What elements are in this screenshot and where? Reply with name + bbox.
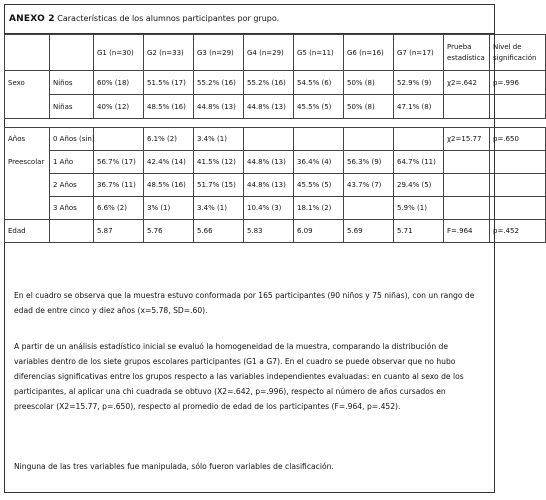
table-cell: 29.4% (5) — [394, 174, 444, 197]
annex-label: ANEXO 2 — [9, 14, 55, 24]
table-cell — [490, 151, 546, 174]
table-cell: 48.5% (16) — [144, 174, 194, 197]
table-cell: 50% (8) — [344, 71, 394, 95]
table-spacer — [5, 119, 546, 128]
table-row — [5, 71, 546, 95]
header-cell: G2 (n=33) — [144, 35, 194, 71]
summary-paragraph — [14, 288, 484, 318]
header-cell: Prueba estadística — [444, 35, 490, 71]
table-cell: 60% (18) — [94, 71, 144, 95]
table-cell: 51.7% (15) — [194, 174, 244, 197]
table-cell: 5.69 — [344, 220, 394, 243]
table-row — [5, 128, 546, 151]
table-cell: 3 Años — [50, 197, 94, 220]
table-cell: 36.7% (11) — [94, 174, 144, 197]
table-cell — [394, 128, 444, 151]
table-cell — [490, 197, 546, 220]
table-cell: 45.5% (5) — [294, 95, 344, 119]
table-cell: 5.83 — [244, 220, 294, 243]
table-cell — [344, 197, 394, 220]
table-cell: 42.4% (14) — [144, 151, 194, 174]
table-cell: 43.7% (7) — [344, 174, 394, 197]
table-cell: 5.71 — [394, 220, 444, 243]
paragraph-text: Ninguna de las tres variables fue manipulada, sólo fueron variables de clasificación. — [14, 462, 334, 471]
table-cell: p=.650 — [490, 128, 546, 151]
header-cell: G3 (n=29) — [194, 35, 244, 71]
header-cell — [5, 35, 50, 71]
table-cell: 45.5% (5) — [294, 174, 344, 197]
header-cell — [50, 35, 94, 71]
table-cell: 6.1% (2) — [144, 128, 194, 151]
table-cell: 40% (12) — [94, 95, 144, 119]
table-cell: 36.4% (4) — [294, 151, 344, 174]
table-cell: 44.8% (13) — [244, 174, 294, 197]
group-sublabel-preescolar: Preescolar — [5, 151, 50, 174]
conclusion-paragraph — [14, 459, 484, 474]
table-cell: F=.964 — [444, 220, 490, 243]
group-label-edad: Edad — [5, 220, 50, 243]
table-cell: 56.3% (9) — [344, 151, 394, 174]
table-cell: χ2=15.77 — [444, 128, 490, 151]
table-cell: 3% (1) — [144, 197, 194, 220]
table-cell: χ2=.642 — [444, 71, 490, 95]
table-cell: 51.5% (17) — [144, 71, 194, 95]
table-header-row — [5, 35, 546, 71]
table-row — [5, 197, 546, 220]
table-cell — [490, 174, 546, 197]
table-cell — [5, 197, 50, 220]
table-cell — [490, 95, 546, 119]
table-row — [5, 220, 546, 243]
annex-caption: Características de los alumnos participantes por grupo. — [57, 14, 280, 23]
table-row — [5, 174, 546, 197]
table-row — [5, 151, 546, 174]
paragraph-text: En el cuadro se observa que la muestra estuvo conformada por 165 participantes (90 niños y 75 niñas), con un rango de edad de entre cinco y diez años (x=5.78, SD=.60). — [14, 291, 475, 315]
table-cell: 55.2% (16) — [244, 71, 294, 95]
table-cell: 64.7% (11) — [394, 151, 444, 174]
table-cell: 1 Año — [50, 151, 94, 174]
table-cell: 44.8% (13) — [244, 95, 294, 119]
table-cell: 44.8% (13) — [194, 95, 244, 119]
table-cell: 50% (8) — [344, 95, 394, 119]
table-cell — [244, 128, 294, 151]
table-cell: 3.4% (1) — [194, 128, 244, 151]
analysis-paragraph — [14, 339, 484, 414]
header-cell: G5 (n=11) — [294, 35, 344, 71]
table-cell: 41.5% (12) — [194, 151, 244, 174]
table-cell: 6.6% (2) — [94, 197, 144, 220]
table-cell: 54.5% (6) — [294, 71, 344, 95]
header-cell: G1 (n=30) — [94, 35, 144, 71]
table-cell: 10.4% (3) — [244, 197, 294, 220]
group-label-sexo: Sexo — [5, 71, 50, 95]
table-cell: 5.66 — [194, 220, 244, 243]
characteristics-table — [4, 34, 546, 243]
table-spacer-row — [5, 119, 546, 128]
table-cell — [344, 128, 394, 151]
table-cell: 47.1% (8) — [394, 95, 444, 119]
table-cell — [50, 220, 94, 243]
table-cell: 0 Años (sin) — [50, 128, 94, 151]
paragraph-text: A partir de un análisis estadístico inicial se evaluó la homogeneidad de la muestra, comparando la distribución de variables dentro de los siete grupos escolares participantes (G1 a G7). En el cuadro se puede observar que no hubo diferencias significativas entre los grupos respecto a las variables independientes evaluadas: en cuanto al sexo de los participantes, al aplicar una chi cuadrada se obtuvo (X2=.642, p=.996), respecto al número de años cursados en preescolar (X2=15.77, p=.650), respecto al promedio de edad de los participantes (F=.964, p=.452). — [14, 342, 464, 411]
table-cell: 6.09 — [294, 220, 344, 243]
table-cell: 52.9% (9) — [394, 71, 444, 95]
table-cell: 3.4% (1) — [194, 197, 244, 220]
table-cell: p=.996 — [490, 71, 546, 95]
table-cell — [444, 151, 490, 174]
annex-title — [4, 4, 495, 34]
table-cell: 18.1% (2) — [294, 197, 344, 220]
table-cell: 2 Años — [50, 174, 94, 197]
table-cell: 5.87 — [94, 220, 144, 243]
table-cell — [5, 174, 50, 197]
table-cell: 48.5% (16) — [144, 95, 194, 119]
table-cell: Niñas — [50, 95, 94, 119]
table-cell: 56.7% (17) — [94, 151, 144, 174]
table-cell — [294, 128, 344, 151]
table-cell: 55.2% (16) — [194, 71, 244, 95]
table-cell — [5, 95, 50, 119]
table-row — [5, 95, 546, 119]
table-cell — [94, 128, 144, 151]
header-cell: G4 (n=29) — [244, 35, 294, 71]
table-cell: Niños — [50, 71, 94, 95]
header-cell: G7 (n=17) — [394, 35, 444, 71]
header-cell: Nivel de significación — [490, 35, 546, 71]
table-cell: 5.9% (1) — [394, 197, 444, 220]
header-cell: G6 (n=16) — [344, 35, 394, 71]
table-cell — [444, 197, 490, 220]
table-cell: 44.8% (13) — [244, 151, 294, 174]
table-cell — [444, 174, 490, 197]
table-cell — [444, 95, 490, 119]
table-cell: 5.76 — [144, 220, 194, 243]
table-cell: p=.452 — [490, 220, 546, 243]
group-label-anos: Años — [5, 128, 50, 151]
